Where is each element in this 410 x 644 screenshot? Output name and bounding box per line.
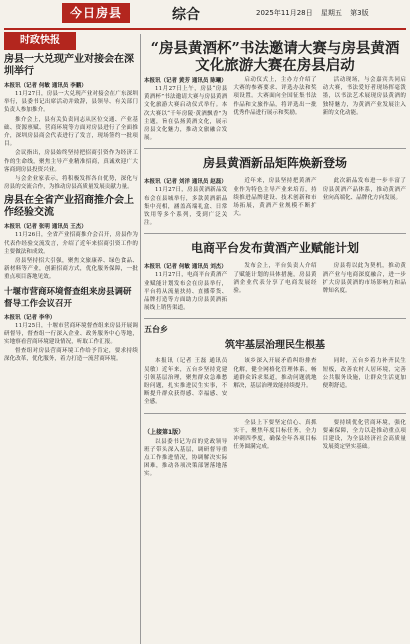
- text-column: [233, 177, 316, 228]
- text-column: [144, 76, 227, 143]
- section-title: 综合: [172, 7, 200, 23]
- text-column: [233, 76, 316, 143]
- lead-article-body: [144, 76, 406, 143]
- main-area: [144, 32, 406, 644]
- text-column: [323, 419, 406, 480]
- article-paragraph: 活动现场，与会嘉宾共同启动大赛，书法爱好者现场挥毫泼墨，以书法艺术展现房县黄酒的独特魅力，为黄酒产业发展注入新的文化动能。: [322, 77, 406, 116]
- article-byline: 本报讯（记者 何敏 通讯员 刘杰）: [144, 264, 227, 271]
- article-body: [144, 262, 406, 313]
- article-paragraph: 11月27日，房县一大兑现产业对接会在广东深圳举行，县委书记出席活动并致辞，县领导、有关部门负责人参加推介。: [4, 91, 138, 114]
- text-column: [144, 357, 227, 407]
- article-paragraph: 此次新品发布进一步丰富了房县黄酒产品体系，推动黄酒产业向高端化、品牌化方向发展。: [322, 178, 406, 201]
- article-paragraph: 启动仪式上，主办方介绍了大赛的参赛要求、评选办法和奖项设置。大赛面向全国征集书法作品和文旅作品，将评选出一批优秀作品进行展示和奖励。: [233, 77, 317, 116]
- article-byline: 本报讯（记者 李华）: [4, 314, 56, 321]
- article-byline: 本报讯（记者 黄芳 通讯员 陈曦）: [144, 78, 227, 84]
- masthead: [0, 0, 410, 30]
- section-rule: [144, 413, 406, 414]
- article-paragraph: 该乡深入开展矛盾纠纷排查化解，健全网格化管理体系，畅通群众诉求渠道，推动问题就地解决，基层治理效能持续提升。: [233, 358, 317, 390]
- issue-date: 2025年11月28日: [256, 9, 313, 17]
- article-body: [144, 177, 406, 228]
- article-byline: 本报讯（记者 刘洋 通讯员 赵磊）: [144, 179, 227, 186]
- text-column: [323, 357, 406, 407]
- article-paragraph: 11月25日，十堰市营商环境督查组来房县开展调研督导，督查组一行深入企业、政务服务中心等地，实地察看营商环境建设情况，听取工作汇报。: [4, 322, 138, 346]
- text-column: [144, 262, 227, 313]
- continued-article: [144, 419, 406, 480]
- article-byline: 本报讯（记者 张明 通讯员 王杰）: [4, 224, 87, 231]
- article-body: [144, 357, 406, 407]
- article-paragraph: 同时，五台乡着力补齐民生短板，改善农村人居环境，完善公共服务设施，让群众生活更加便利舒适。: [322, 358, 406, 390]
- section-rule: [144, 318, 406, 319]
- article-paragraph: 发布会上，平台负责人介绍了赋能计划的具体措施，房县黄酒企业代表分享了电商发展经验。: [233, 263, 317, 295]
- text-column: [233, 262, 316, 313]
- text-column: [233, 357, 316, 407]
- article-headline: 十堰市营商环境督查组来房县调研督导工作会议召开: [4, 286, 132, 309]
- article-paragraph: 会议指出，房县始终坚持把招商引资作为经济工作的生命线，聚焦主导产业精准招商，真诚欢迎广大客商到房县投资兴业。: [4, 150, 138, 173]
- section-tag: 五台乡: [144, 325, 168, 335]
- text-column: [144, 177, 227, 228]
- article-byline: 本报讯（记者 何敏 通讯员 李鹏）: [4, 83, 87, 89]
- article-paragraph: 房县坚持招大引强，聚焦文旅康养、绿色食品、新材料等产业，创新招商方式，优化服务保障，一批重点项目落地见效。: [4, 258, 138, 281]
- article-paragraph: 房县将以此为契机，推动黄酒产业与电商深度融合，进一步扩大房县黄酒的市场影响力和品牌知名度。: [322, 263, 406, 295]
- article-paragraph: 本报讯（记者 王磊 通讯员 吴敏）近年来，五台乡坚持党建引领基层治理，聚焦群众急难愁盼问题，扎实推进民生实事，不断提升群众获得感、幸福感、安全感。: [144, 358, 228, 406]
- article-paragraph: 推介会上，县有关负责同志从区位交通、产业基础、资源禀赋、营商环境等方面对房县进行了全面推介，深圳房县商会代表进行了发言，现场签约一批项目。: [4, 116, 138, 148]
- text-column: [323, 76, 406, 143]
- article-paragraph: 以县委书记为首的党政领导班子带头深入基层，调研督导重点工作推进情况，协调解决实际困难，推动各项决策部署落地落实。: [144, 438, 228, 478]
- issue-page: 第3版: [350, 9, 369, 17]
- article-paragraph: 11月27日，房县黄酒新品发布会在县城举行，多款黄酒新品集中亮相，涵盖高端礼盒、日常饮用等多个系列，受到广泛关注。: [144, 187, 228, 227]
- article-paragraph: 11月27日上午，房县“房县黄酒杯”书法邀请大赛与房县黄酒文化旅游大赛启动仪式举行。本次大赛以“千年房陵·黄酒飘香”为主题，旨在弘扬黄酒文化，展示房县文化魅力，推动文旅融合发展。: [144, 86, 228, 142]
- article-paragraph: 11月27日，电商平台黄酒产业赋能计划发布会在房县举行，平台将从流量扶持、直播带货、品牌打造等方面助力房县黄酒拓展线上销售渠道。: [144, 272, 228, 312]
- text-column: [323, 177, 406, 228]
- text-column: [323, 262, 406, 313]
- newspaper-logo: 今日房县: [62, 3, 130, 23]
- section-rule: [144, 148, 406, 149]
- article-paragraph: 要持续优化营商环境，强化要素保障，全力以赴推动重点项目建设，为全县经济社会高质量发展奠定坚实基础。: [322, 419, 406, 451]
- article-paragraph: 近年来，房县坚持把黄酒产业作为特色主导产业来培育，持续推进品牌建设、技术创新和市场拓展，黄酒产业规模不断扩大。: [233, 178, 317, 218]
- article-paragraph: 与会企业家表示，将积极发挥各自优势，深化与房县的交流合作，为推动房县高质量发展贡献力量。: [4, 176, 138, 191]
- section-rule: [144, 233, 406, 234]
- masthead-rule: [4, 28, 406, 30]
- column-title: 时政快报: [4, 32, 76, 50]
- continued-tag: （上接第1版）: [144, 428, 185, 436]
- article-headline: 电商平台发布黄酒产业赋能计划: [190, 241, 359, 256]
- column-divider: [140, 34, 141, 644]
- issue-meta: [256, 8, 375, 18]
- article-headline: 房县在全省产业招商推介会上作经验交流: [4, 195, 134, 219]
- article-paragraph: 11月26日，全省产业招商推介会召开，房县作为代表作经验交流发言，介绍了近年来招商引资工作的主要做法和成效。: [4, 232, 138, 255]
- issue-weekday: 星期五: [320, 9, 342, 17]
- article-headline: 筑牢基层治理民生根基: [225, 340, 325, 352]
- text-column: [233, 419, 316, 480]
- article-headline: 房县一大兑现产业对接会在深圳举行: [4, 54, 134, 77]
- text-column: [144, 419, 227, 480]
- lead-headline: “房县黄酒杯”书法邀请大赛与房县黄酒文化旅游大赛在房县启动: [150, 40, 400, 74]
- left-column: [4, 32, 138, 644]
- article-headline: 房县黄酒新品矩阵焕新登场: [202, 156, 347, 171]
- article-paragraph: 全县上下要坚定信心、真抓实干，聚焦年度目标任务，全力冲刺四季度，确保全年各项目标任务圆满完成。: [233, 419, 317, 451]
- article-paragraph: 督查组对房县营商环境工作给予肯定，要求持续深化改革，优化服务，着力打造一流营商环境。: [4, 348, 138, 363]
